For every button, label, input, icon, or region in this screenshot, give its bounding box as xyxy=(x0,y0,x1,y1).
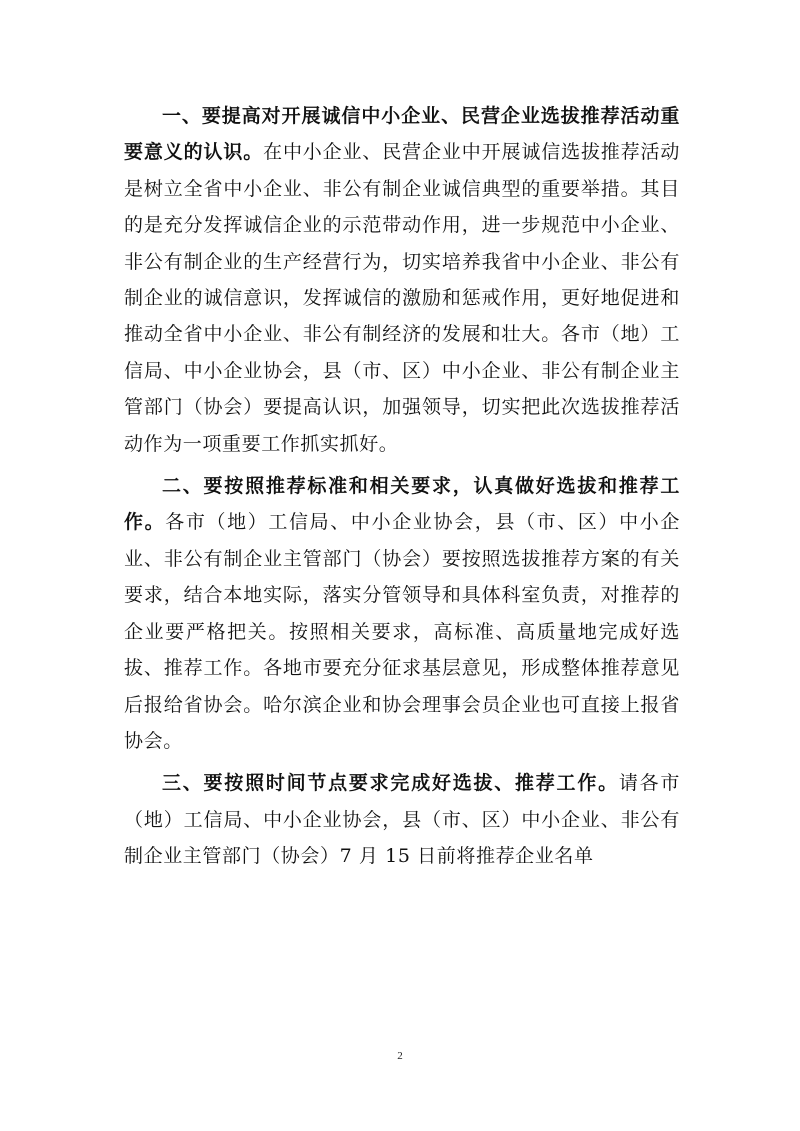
paragraph-3 xyxy=(124,765,680,874)
paragraph-3-heading: 三、要按照时间节点要求完成好选拔、推荐工作。 xyxy=(162,772,619,795)
paragraph-1-heading: 一、要提高对开展诚信中小企业、民营企业选拔推荐活动重要意义的认识。 xyxy=(124,105,680,164)
paragraph-2-heading: 二、要按照推荐标准和相关要求，认真做好选拔和推荐工作。 xyxy=(124,475,680,534)
paragraph-1-text: 在中小企业、民营企业中开展诚信选拔推荐活动是树立全省中小企业、非公有制企业诚信典型的重要举措。其目的是充分发挥诚信企业的示范带动作用，进一步规范中小企业、非公有制企业的生产经营行为，切实培养我省中小企业、非公有制企业的诚信意识，发挥诚信的激励和惩戒作用，更好地促进和推动全省中小企业、非公有制经济的发展和壮大。各市（地）工信局、中小企业协会，县（市、区）中小企业、非公有制企业主管部门（协会）要提高认识，加强领导，切实把此次选拔推荐活动作为一项重要工作抓实抓好。 xyxy=(124,141,681,455)
paragraph-2 xyxy=(124,468,680,759)
page-number: 2 xyxy=(397,1050,403,1062)
paragraph-2-text: 各市（地）工信局、中小企业协会，县（市、区）中小企业、非公有制企业主管部门（协会）要按照选拔推荐方案的有关要求，结合本地实际，落实分管领导和具体科室负责，对推荐的企业要严格把关。按照相关要求，高标准、高质量地完成好选拔、推荐工作。各地市要充分征求基层意见，形成整体推荐意见后报给省协会。哈尔滨企业和协会理事会员企业也可直接上报省协会。 xyxy=(124,511,680,752)
document-body xyxy=(124,98,680,881)
paragraph-1 xyxy=(124,98,680,462)
paragraph-3-text: 请各市（地）工信局、中小企业协会，县（市、区）中小企业、非公有制企业主管部门（协会）7 月 15 日前将推荐企业名单 xyxy=(124,772,680,868)
